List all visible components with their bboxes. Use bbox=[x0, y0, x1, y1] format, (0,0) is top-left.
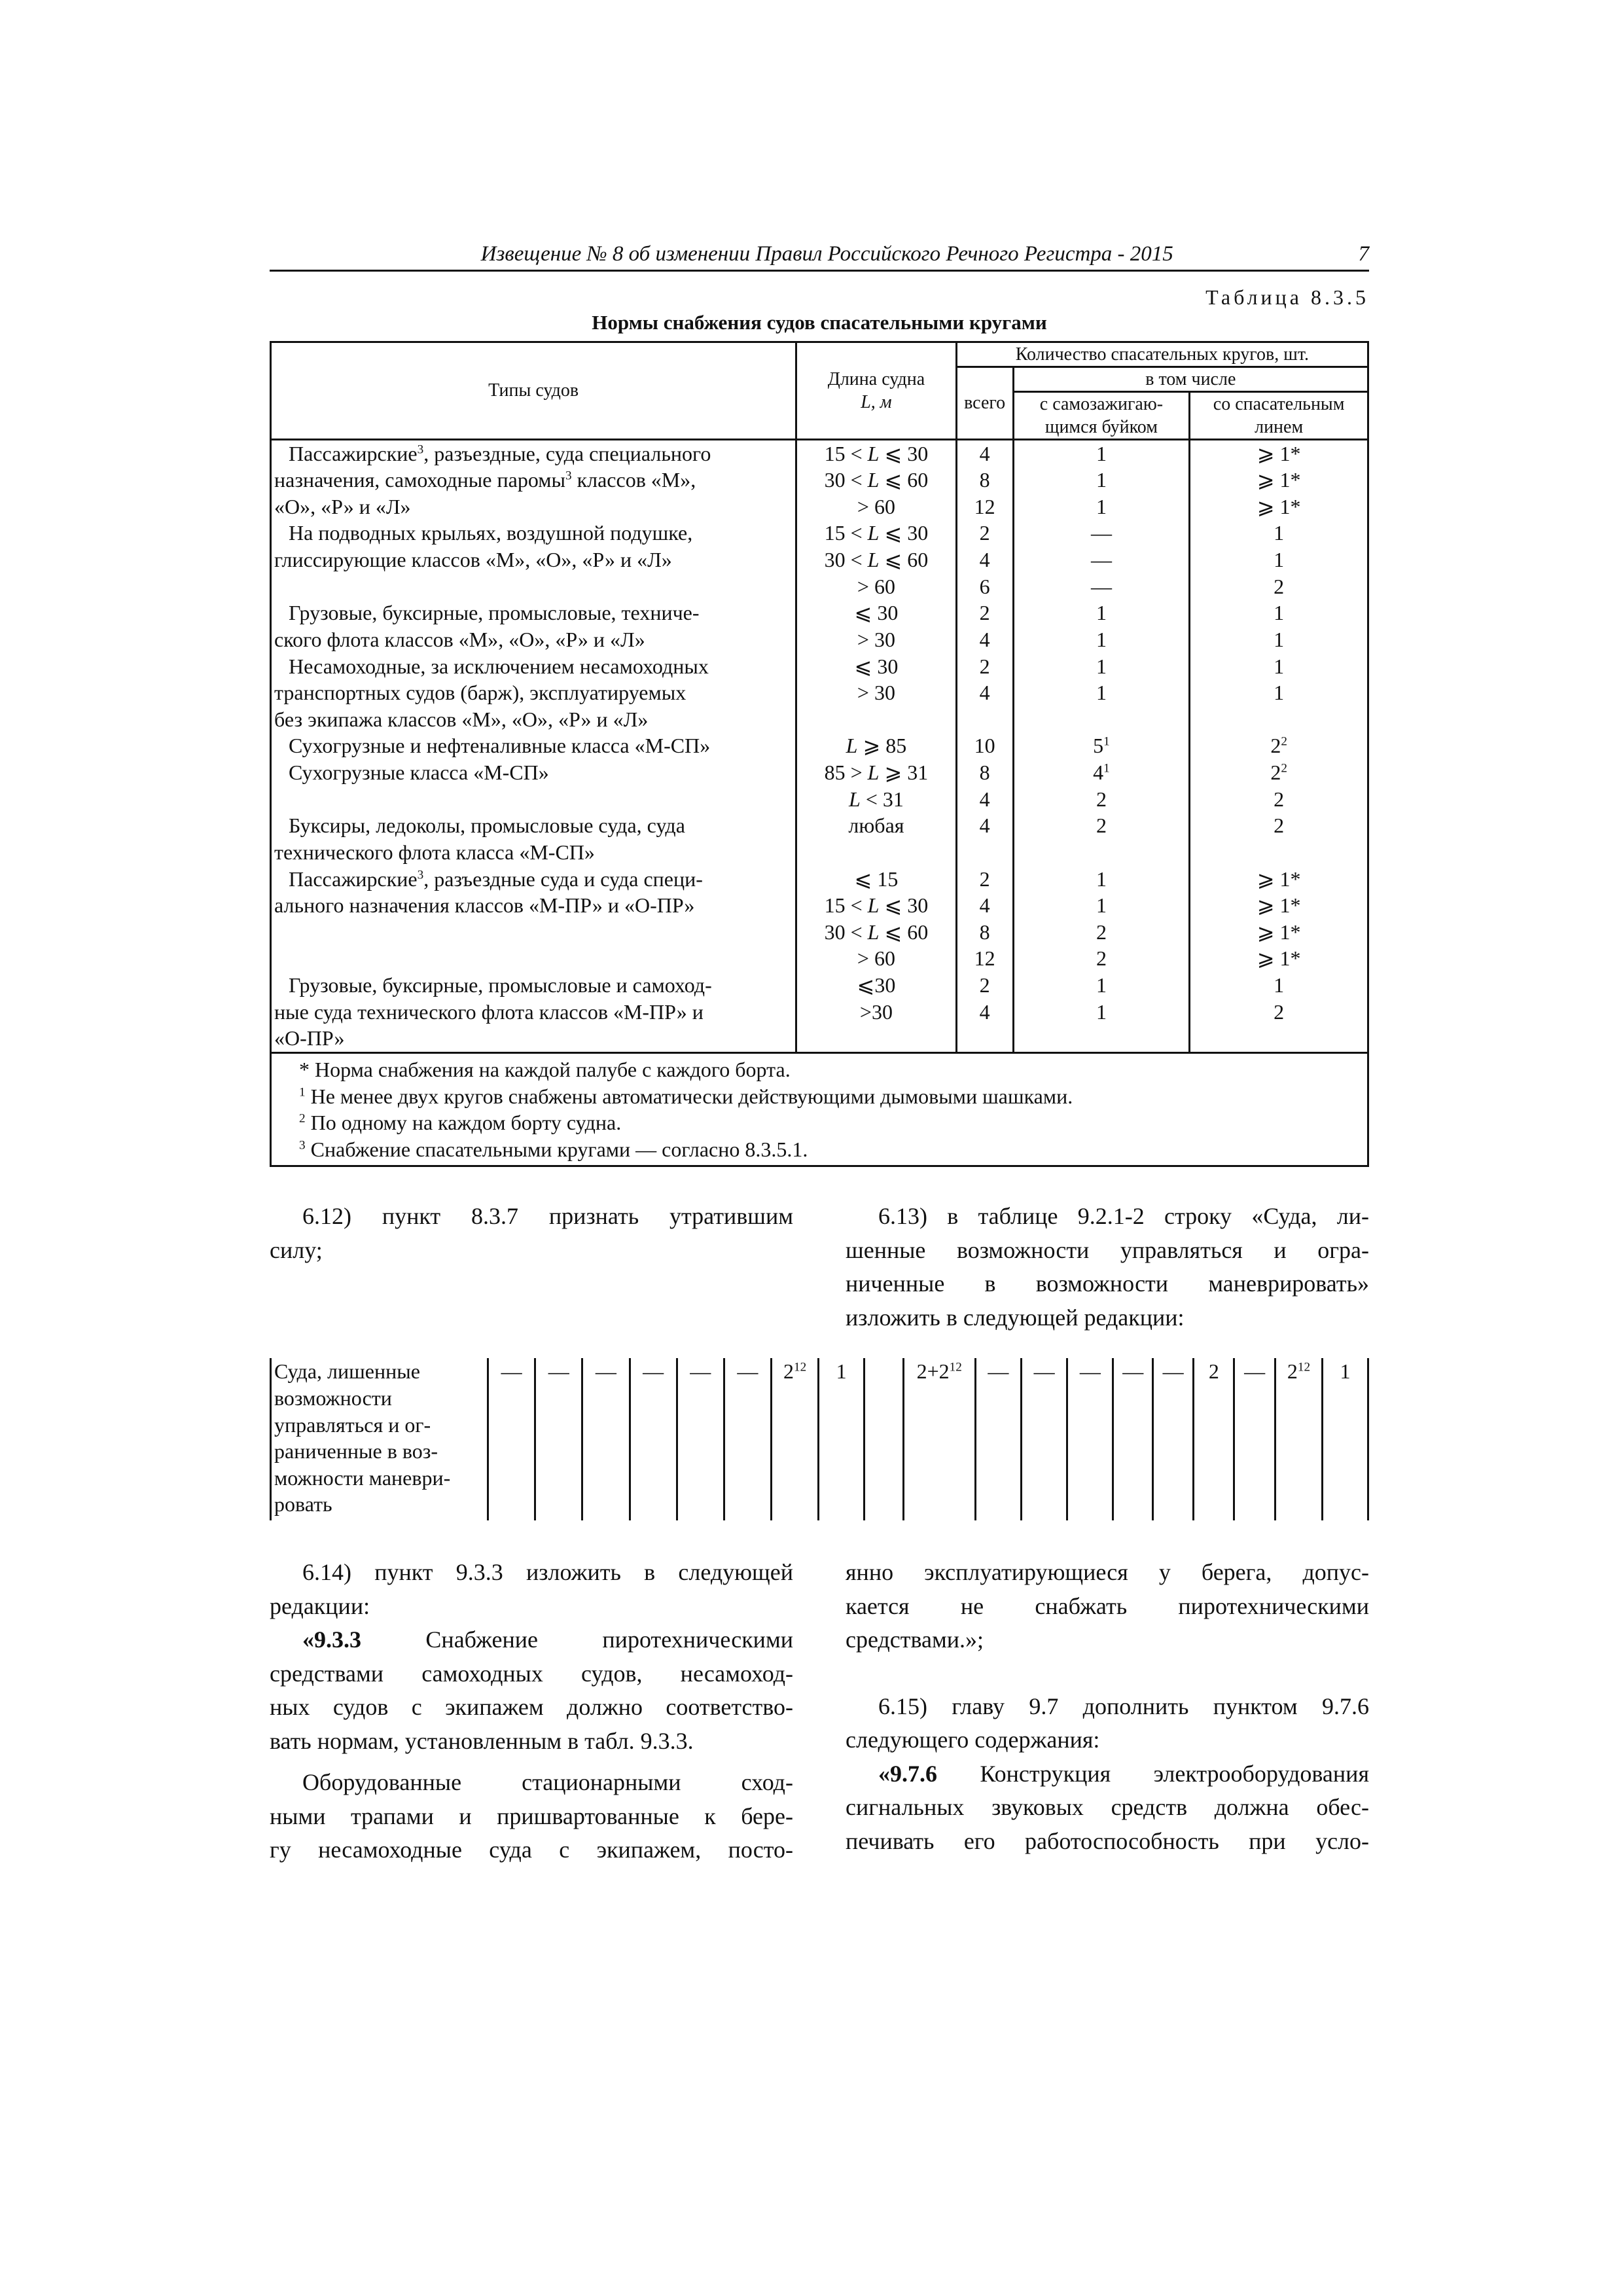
page-number: 7 bbox=[1358, 242, 1369, 266]
total-cell: 4 bbox=[979, 441, 990, 465]
buoy-cell: 2 bbox=[1096, 787, 1107, 811]
replacement-table-row bbox=[270, 1358, 1369, 1520]
total-cell: 4 bbox=[979, 814, 990, 838]
ship-type-line: ского флота классов «М», «О», «Р» и «Л» bbox=[274, 627, 645, 651]
total-cell: 2 bbox=[979, 654, 990, 678]
total-cell bbox=[957, 706, 1012, 733]
line-cell bbox=[1190, 706, 1367, 733]
total-cell bbox=[957, 839, 1012, 866]
length-cell: 85 > L ⩾ 31 bbox=[824, 761, 929, 785]
total-cell: 4 bbox=[979, 787, 990, 811]
row-cell-left: 1 bbox=[819, 1358, 865, 1520]
buoy-cell: 1 bbox=[1096, 973, 1107, 997]
footnote: $^3$ Снабжение спасательными кругами — согласно 8.3.5.1. bbox=[299, 1137, 808, 1161]
ship-type-line: На подводных крыльях, воздушной подушке, bbox=[289, 521, 693, 545]
buoy-cell: 1 bbox=[1096, 893, 1107, 918]
total-cell: 4 bbox=[979, 893, 990, 918]
length-cell: L ⩾ 85 bbox=[846, 734, 907, 758]
ship-type-line bbox=[274, 945, 793, 972]
buoy-cell: — bbox=[1090, 521, 1112, 545]
line-cell: $2^2$ bbox=[1270, 734, 1287, 758]
buoy-cell bbox=[1014, 706, 1189, 733]
page-header bbox=[270, 242, 1369, 272]
ship-type-line: Сухогрузные и нефтеналивные класса «М-СП» bbox=[289, 734, 711, 758]
ship-type-line: ального назначения классов «М-ПР» и «О-ПР» bbox=[274, 893, 695, 918]
buoy-cell: — bbox=[1090, 548, 1112, 572]
row-cell-left: — bbox=[677, 1358, 724, 1520]
length-cell: L < 31 bbox=[849, 787, 904, 811]
line-cell: 1 bbox=[1274, 627, 1285, 651]
ship-type-line bbox=[274, 573, 793, 600]
length-cell bbox=[797, 706, 955, 733]
total-cell: 4 bbox=[979, 627, 990, 651]
right-column: янно эксплуатирующиеся у берега, допус- кается не снабжать пиротехническими средствами.»; 6.15) главу 9.7 дополнить пунктом 9.7.6 следующего содержания: «9.7.6 Конструкция электрооборудования сигнальных звуковых средств должна обес- печивать его работоспособность при усло- bbox=[846, 1559, 1369, 1854]
table-label: Таблица 8.3.5 bbox=[1205, 285, 1369, 310]
header-total: всего bbox=[956, 367, 1013, 439]
line-cell: ⩾ 1* bbox=[1257, 441, 1301, 465]
left-column: 6.14) пункт 9.3.3 изложить в следующей редакции: «9.3.3 Снабжение пиротехническими средствами самоходных судов, несамоход- ных судов с экипажем должно соответство- вать нормам, установленным в табл. 9.3.3. Оборудованные стационарными сход- ными трапами и пришвартованные к бере- гу несамоходные суда с экипажем, посто- bbox=[270, 1559, 793, 1863]
buoy-cell: 1 bbox=[1096, 468, 1107, 492]
total-cell: 12 bbox=[974, 946, 995, 971]
total-cell: 8 bbox=[979, 920, 990, 944]
length-cell: 30 < L ⩽ 60 bbox=[824, 548, 929, 572]
table-title: Нормы снабжения судов спасательными кругами bbox=[592, 311, 1047, 334]
length-cell: >30 bbox=[859, 999, 893, 1024]
buoy-column bbox=[1013, 439, 1190, 1052]
line-cell bbox=[1190, 1025, 1367, 1052]
ship-type-line bbox=[274, 786, 793, 813]
line-cell: 1 bbox=[1274, 654, 1285, 678]
line-cell: 1 bbox=[1274, 601, 1285, 625]
buoy-cell: 1 bbox=[1096, 867, 1107, 891]
length-cell: ⩽30 bbox=[857, 973, 896, 997]
row-cell-right: $2^{12}$ bbox=[1275, 1358, 1322, 1520]
ship-type-line: назначения, самоходные паромы$^3$ классов «М», bbox=[274, 468, 696, 492]
footnote: * Норма снабжения на каждой палубе с каждого борта. bbox=[299, 1057, 791, 1081]
para-613: 6.13) в таблице 9.2.1-2 строку «Суда, ли- шенные возможности управляться и огра- ниченные в возможности маневрировать» изложить в следующей редакции: bbox=[846, 1203, 1369, 1331]
line-cell bbox=[1190, 839, 1367, 866]
ship-type-line: «О-ПР» bbox=[274, 1026, 345, 1050]
line-cell: ⩾ 1* bbox=[1257, 946, 1301, 971]
total-cell: 4 bbox=[979, 681, 990, 705]
total-cell: 10 bbox=[974, 734, 995, 758]
row-label-cell: Суда, лишенные возможности управляться и ог- раниченные в воз- можности маневри- ровать bbox=[271, 1358, 488, 1520]
line-cell: 2 bbox=[1274, 787, 1285, 811]
row-cell-right: — bbox=[1022, 1358, 1067, 1520]
row-cell-right: — bbox=[1113, 1358, 1153, 1520]
footnote: $^2$ По одному на каждом борту судна. bbox=[299, 1111, 622, 1135]
total-column bbox=[956, 439, 1013, 1052]
running-title: Извещение № 8 об изменении Правил Российского Речного Регистра - 2015 bbox=[480, 242, 1173, 266]
length-cell: любая bbox=[848, 814, 904, 838]
buoy-cell bbox=[1014, 1025, 1189, 1052]
length-cell: 15 < L ⩽ 30 bbox=[824, 893, 929, 918]
line-column bbox=[1190, 439, 1368, 1052]
document-page bbox=[270, 242, 1369, 1867]
row-cell-left: $2^{12}$ bbox=[772, 1358, 819, 1520]
length-cell: > 30 bbox=[857, 627, 895, 651]
total-cell: 8 bbox=[979, 761, 990, 785]
line-cell: 2 bbox=[1274, 814, 1285, 838]
line-cell: 2 bbox=[1274, 999, 1285, 1024]
para-612: 6.12) пункт 8.3.7 признать утратившим силу; bbox=[270, 1203, 793, 1263]
row-cell-right: 2 bbox=[1194, 1358, 1234, 1520]
line-cell: ⩾ 1* bbox=[1257, 893, 1301, 918]
section-612-613 bbox=[270, 1200, 1369, 1335]
row-cell-left: — bbox=[630, 1358, 677, 1520]
row-cell-right: — bbox=[1067, 1358, 1113, 1520]
ship-type-line: «О», «Р» и «Л» bbox=[274, 494, 411, 518]
length-cell: > 30 bbox=[857, 681, 895, 705]
length-cell: ⩽ 30 bbox=[854, 601, 899, 625]
buoy-cell: — bbox=[1090, 574, 1112, 598]
row-cell-right: — bbox=[1152, 1358, 1193, 1520]
row-cell-left: — bbox=[488, 1358, 535, 1520]
footnote: $^1$ Не менее двух кругов снабжены автоматически действующими дымовыми шашками. bbox=[299, 1084, 1073, 1108]
length-cell: 30 < L ⩽ 60 bbox=[824, 468, 929, 492]
line-cell: 1 bbox=[1274, 521, 1285, 545]
length-cell: ⩽ 15 bbox=[854, 867, 899, 891]
buoy-cell: $5^1$ bbox=[1093, 734, 1110, 758]
buoy-cell: 1 bbox=[1096, 441, 1107, 465]
buoy-cell: 2 bbox=[1096, 946, 1107, 971]
total-cell: 2 bbox=[979, 521, 990, 545]
line-cell: ⩾ 1* bbox=[1257, 867, 1301, 891]
length-cell: 15 < L ⩽ 30 bbox=[824, 441, 929, 465]
buoy-cell: 1 bbox=[1096, 654, 1107, 678]
line-cell: 1 bbox=[1274, 973, 1285, 997]
buoy-cell: 1 bbox=[1096, 601, 1107, 625]
row-cell-left: — bbox=[724, 1358, 771, 1520]
buoy-cell: 2 bbox=[1096, 920, 1107, 944]
total-cell: 12 bbox=[974, 494, 995, 518]
total-cell: 2 bbox=[979, 973, 990, 997]
length-cell: > 60 bbox=[857, 574, 895, 598]
total-cell: 4 bbox=[979, 999, 990, 1024]
ship-type-line: Грузовые, буксирные, промысловые и самоход- bbox=[289, 973, 712, 997]
length-cell: 30 < L ⩽ 60 bbox=[824, 920, 929, 944]
length-cell: 15 < L ⩽ 30 bbox=[824, 521, 929, 545]
line-cell: 1 bbox=[1274, 548, 1285, 572]
length-cell: > 60 bbox=[857, 946, 895, 971]
total-cell: 2 bbox=[979, 601, 990, 625]
ship-type-line: Буксиры, ледоколы, промысловые суда, суда bbox=[289, 814, 685, 838]
ship-type-line: глиссирующие классов «М», «О», «Р» и «Л» bbox=[274, 548, 672, 572]
buoy-cell: $4^1$ bbox=[1093, 761, 1110, 785]
total-cell: 4 bbox=[979, 548, 990, 572]
row-cell-right: — bbox=[975, 1358, 1021, 1520]
row-cell-left: — bbox=[535, 1358, 582, 1520]
table-footnotes bbox=[271, 1052, 1368, 1166]
line-cell: ⩾ 1* bbox=[1257, 920, 1301, 944]
header-including: в том числе bbox=[1013, 367, 1368, 391]
ship-type-line: ные суда технического флота классов «М-ПР» и bbox=[274, 999, 704, 1024]
header-length: Длина судна L, м bbox=[796, 342, 956, 439]
ship-type-line: Пассажирские$^3$, разъездные суда и суда специ- bbox=[289, 867, 703, 891]
buoy-cell: 2 bbox=[1096, 814, 1107, 838]
header-with-buoy: с самозажигаю- щимся буйком bbox=[1013, 391, 1190, 439]
para-615: 6.15) главу 9.7 дополнить пунктом 9.7.6 bbox=[878, 1693, 1369, 1719]
buoy-cell: 1 bbox=[1096, 999, 1107, 1024]
buoy-cell bbox=[1014, 839, 1189, 866]
header-types: Типы судов bbox=[271, 342, 796, 439]
length-cell: > 60 bbox=[857, 494, 895, 518]
header-with-line: со спасательным линем bbox=[1190, 391, 1368, 439]
buoy-cell: 1 bbox=[1096, 494, 1107, 518]
ship-type-line: Грузовые, буксирные, промысловые, техниче- bbox=[289, 601, 700, 625]
ship-type-line: Пассажирские$^3$, разъездные, суда специального bbox=[289, 441, 711, 465]
row-cell-left: — bbox=[582, 1358, 630, 1520]
ship-type-line: технического флота класса «М-СП» bbox=[274, 840, 595, 864]
row-cell-right: $2+2^{12}$ bbox=[903, 1358, 975, 1520]
line-cell: ⩾ 1* bbox=[1257, 468, 1301, 492]
buoy-cell: 1 bbox=[1096, 627, 1107, 651]
line-cell: 1 bbox=[1274, 681, 1285, 705]
ship-type-line: транспортных судов (барж), эксплуатируемых bbox=[274, 681, 687, 705]
total-cell: 8 bbox=[979, 468, 990, 492]
ship-type-line: без экипажа классов «М», «О», «Р» и «Л» bbox=[274, 707, 649, 731]
length-column bbox=[796, 439, 956, 1052]
header-count: Количество спасательных кругов, шт. bbox=[956, 342, 1368, 367]
types-column bbox=[271, 439, 796, 1052]
supply-norms-table bbox=[270, 341, 1369, 1168]
line-cell: $2^2$ bbox=[1270, 761, 1287, 785]
total-cell: 2 bbox=[979, 867, 990, 891]
length-cell: ⩽ 30 bbox=[854, 654, 899, 678]
total-cell bbox=[957, 1025, 1012, 1052]
ship-type-line bbox=[274, 919, 793, 946]
column-gap bbox=[865, 1358, 904, 1520]
total-cell: 6 bbox=[979, 574, 990, 598]
ship-type-line: Несамоходные, за исключением несамоходных bbox=[289, 654, 709, 678]
length-cell bbox=[797, 1025, 955, 1052]
line-cell: 2 bbox=[1274, 574, 1285, 598]
row-cell-right: 1 bbox=[1323, 1358, 1368, 1520]
para-976: «9.7.6 Конструкция электрооборудования bbox=[878, 1760, 1369, 1787]
length-cell bbox=[797, 839, 955, 866]
buoy-cell: 1 bbox=[1096, 681, 1107, 705]
row-cell-right: — bbox=[1234, 1358, 1275, 1520]
para-933: «9.3.3 Снабжение пиротехническими bbox=[302, 1626, 793, 1653]
line-cell: ⩾ 1* bbox=[1257, 494, 1301, 518]
ship-type-line: Сухогрузные класса «М-СП» bbox=[289, 761, 549, 785]
section-614-615 bbox=[270, 1556, 1369, 1867]
